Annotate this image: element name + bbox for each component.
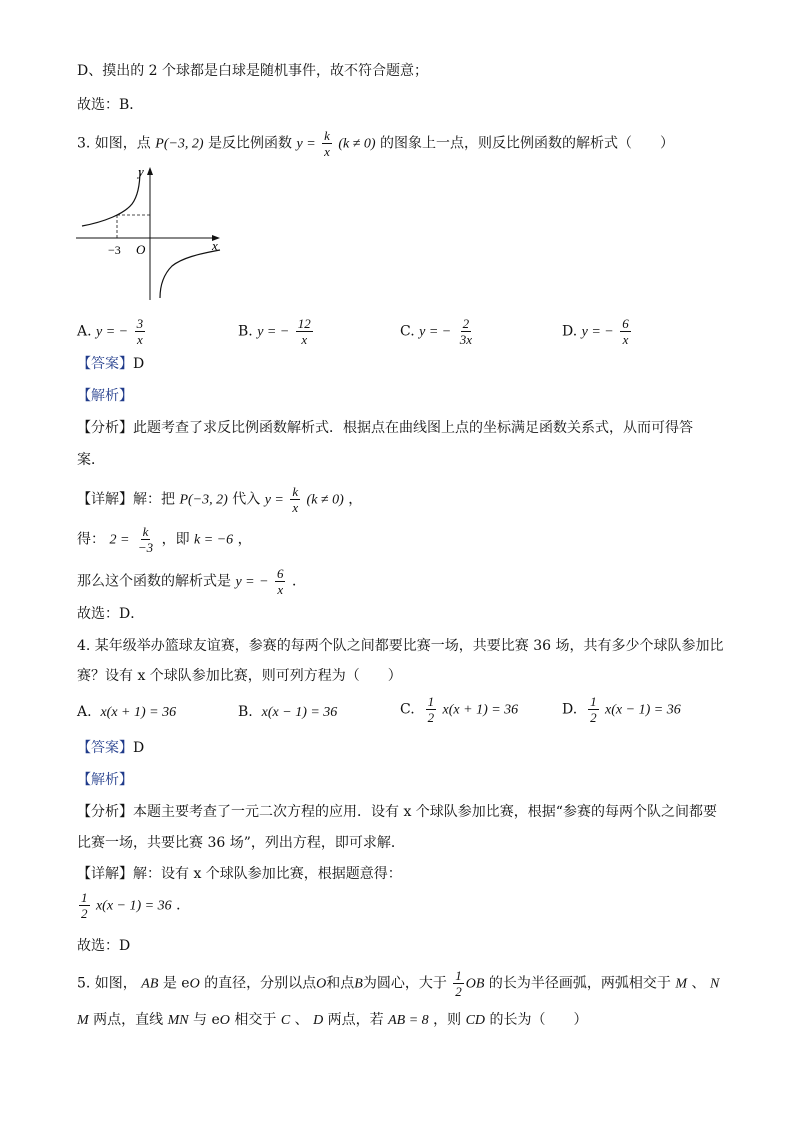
numerator: 2 xyxy=(462,316,470,331)
q5-text: 5. 如图， xyxy=(77,975,137,992)
q3-cond: (k ≠ 0) xyxy=(338,136,376,152)
option-fraction xyxy=(458,316,474,347)
option-d xyxy=(562,694,681,725)
q5-math: D xyxy=(313,1013,324,1028)
fraction-half xyxy=(79,890,90,921)
denominator: 2 xyxy=(427,710,435,725)
denominator: x xyxy=(622,332,629,347)
result-prefix: 那么这个函数的解析式是 xyxy=(77,573,231,590)
option-label: B. xyxy=(238,704,253,720)
numerator: 1 xyxy=(81,890,88,905)
question-5-line2 xyxy=(77,1010,587,1031)
option-lhs: y = − xyxy=(419,324,452,340)
denominator: x xyxy=(277,582,284,597)
fraction-k-over-x xyxy=(290,484,300,515)
detail-point: P(−3, 2) xyxy=(179,492,228,508)
q5-math: AB xyxy=(141,976,159,992)
q3-y-eq: y = xyxy=(296,136,316,152)
detail-text: 解：设有 x 个球队参加比赛，根据题意得： xyxy=(133,866,402,882)
option-d xyxy=(562,316,633,347)
q3-prefix: 3. 如图，点 xyxy=(77,135,151,152)
detail-text: ， xyxy=(348,491,363,508)
de-k: k = −6 xyxy=(194,532,234,548)
numerator: 1 xyxy=(590,694,597,709)
q5-text: 两点，若 xyxy=(327,1012,384,1028)
denominator: −3 xyxy=(137,540,154,555)
numerator: k xyxy=(142,524,149,539)
q5-text: 和点 xyxy=(326,975,355,992)
numerator: 6 xyxy=(276,566,284,581)
choose-line: 故选：D xyxy=(77,938,131,954)
q5-text: 、 xyxy=(691,975,706,992)
q5-text: 的长为半径画弧，两弧相交于 xyxy=(488,975,671,992)
q5-math: N xyxy=(709,976,720,992)
fraction-k-over-x xyxy=(322,128,332,159)
option-expr: x(x − 1) = 36 xyxy=(261,705,338,720)
option-label: C. xyxy=(400,323,415,340)
option-label: A. xyxy=(77,323,92,340)
q5-text: ，则 xyxy=(433,1012,462,1028)
denominator: x xyxy=(324,144,330,159)
de-end: ， xyxy=(237,531,252,548)
answer-value: D xyxy=(133,356,145,372)
denominator: x xyxy=(301,332,308,347)
option-lhs: y = − xyxy=(257,324,290,340)
analysis-tag: 【解析】 xyxy=(77,772,133,788)
option-fraction xyxy=(135,316,146,347)
q5-math: O xyxy=(189,976,200,992)
tick-label: −3 xyxy=(108,243,121,257)
q5-text: 的长为（ ） xyxy=(489,1012,588,1028)
fenxi-cont: 案． xyxy=(77,452,105,468)
denominator: x xyxy=(292,500,299,515)
analysis-tag: 【解析】 xyxy=(77,388,133,404)
result-end: ． xyxy=(291,573,306,590)
fenxi-tag: 【分析】 xyxy=(77,804,133,820)
option-a xyxy=(77,316,147,347)
question-4-line2: 赛？设有 x 个球队参加比赛，则可列方程为（ ） xyxy=(77,668,402,684)
answer-line xyxy=(77,354,144,374)
numerator: 12 xyxy=(297,316,311,331)
detail-text: 代入 xyxy=(232,491,261,508)
q5-text: 的直径，分别以点 xyxy=(204,975,317,992)
detail-line xyxy=(77,484,362,515)
q5-math: O xyxy=(219,1013,230,1028)
fenxi-line xyxy=(77,418,693,438)
option-a xyxy=(77,702,176,723)
option-label: D. xyxy=(562,701,578,718)
fraction-half xyxy=(453,968,464,999)
option-c xyxy=(400,316,476,347)
detail-cond: (k ≠ 0) xyxy=(306,492,344,508)
q3-point: P(−3, 2) xyxy=(155,136,204,152)
q3-suffix: 的图象上一点，则反比例函数的解析式（ ） xyxy=(380,135,675,152)
choose-line: 故选：D． xyxy=(77,606,145,622)
answer-line xyxy=(77,738,144,758)
text-line: D、摸出的 2 个球都是白球是随机事件，故不符合题意； xyxy=(77,63,429,79)
denominator: 2 xyxy=(590,710,597,725)
numerator: 1 xyxy=(427,694,435,709)
q5-math: M xyxy=(675,976,688,992)
option-expr: x(x + 1) = 36 xyxy=(442,702,519,718)
option-b xyxy=(238,316,315,347)
equation: x(x − 1) = 36 xyxy=(95,898,172,914)
denominator: 3x xyxy=(459,332,472,347)
detail-y-eq: y = xyxy=(264,492,284,508)
detail-line xyxy=(77,864,402,884)
q3-mid: 是反比例函数 xyxy=(208,135,293,152)
x-axis-label: x xyxy=(212,238,218,253)
option-label: B. xyxy=(238,323,253,340)
numerator: 3 xyxy=(136,316,144,331)
fraction-half xyxy=(588,694,599,725)
de-lhs: 2 = xyxy=(109,532,130,548)
detail-tag: 【详解】 xyxy=(77,866,133,882)
q5-math: C xyxy=(280,1013,291,1028)
question-4-line1: 4. 某年级举办篮球友谊赛，参赛的每两个队之间都要比赛一场，共要比赛 36 场，共有多少个球队参加比 xyxy=(77,638,724,654)
denominator: x xyxy=(136,332,143,347)
fenxi-text: 此题考查了求反比例函数解析式．根据点在曲线图上点的坐标满足函数关系式，从而可得答 xyxy=(133,420,693,436)
q5-math: M xyxy=(77,1013,89,1028)
fraction-6-over-x xyxy=(275,566,286,597)
q5-text: 是 e xyxy=(162,975,190,992)
numerator: 6 xyxy=(622,316,629,331)
hyperbola-graph xyxy=(74,160,224,302)
equation-end: ． xyxy=(176,897,191,914)
curve-branch-left xyxy=(82,170,140,226)
numerator: 1 xyxy=(455,968,462,983)
answer-tag: 【答案】 xyxy=(77,356,133,372)
fenxi-text: 本题主要考查了一元二次方程的应用．设有 x 个球队参加比赛，根据“参赛的每两个队之间都要 xyxy=(133,804,717,820)
fraction-k-over-neg3 xyxy=(136,524,155,555)
detail-text: 解：把 xyxy=(133,491,175,508)
curve-branch-right xyxy=(160,250,220,298)
result-y-eq: y = xyxy=(235,574,255,590)
de-line xyxy=(77,524,252,555)
result-neg: − xyxy=(259,574,269,590)
de-prefix: 得： xyxy=(77,531,105,548)
option-lhs: y = − xyxy=(96,324,129,340)
text-line: 故选：B． xyxy=(77,97,144,113)
result-line xyxy=(77,566,306,597)
fenxi-line xyxy=(77,802,717,822)
option-b xyxy=(238,702,337,723)
option-label: A. xyxy=(77,704,92,720)
q5-text: 相交于 xyxy=(234,1012,277,1028)
fenxi-tag: 【分析】 xyxy=(77,420,133,436)
q5-text: 为圆心，大于 xyxy=(362,975,447,992)
q5-text: 与 e xyxy=(193,1012,220,1028)
answer-value: D xyxy=(133,740,145,756)
q5-math: O xyxy=(316,976,327,992)
y-axis-arrow xyxy=(147,167,153,175)
numerator: k xyxy=(324,128,330,143)
q5-text: 、 xyxy=(294,1012,309,1028)
denominator: 2 xyxy=(81,906,88,921)
option-label: D. xyxy=(562,323,578,340)
option-label: C. xyxy=(400,701,415,718)
denominator: 2 xyxy=(455,984,462,999)
q5-math: MN xyxy=(167,1013,189,1028)
question-5-line1 xyxy=(77,968,719,999)
question-3 xyxy=(77,128,674,159)
q5-math: OB xyxy=(465,976,485,992)
fraction-half xyxy=(426,694,437,725)
answer-tag: 【答案】 xyxy=(77,740,133,756)
y-axis-label: y xyxy=(138,164,144,179)
option-c xyxy=(400,694,518,725)
q5-math: AB = 8 xyxy=(388,1013,429,1028)
fenxi-cont: 比赛一场，共要比赛 36 场”，列出方程，即可求解． xyxy=(77,835,405,851)
option-lhs: y = − xyxy=(581,324,614,340)
numerator: k xyxy=(292,484,299,499)
option-fraction xyxy=(620,316,631,347)
option-fraction xyxy=(296,316,313,347)
q5-text: 两点，直线 xyxy=(93,1012,164,1028)
origin-label: O xyxy=(136,242,146,257)
option-expr: x(x + 1) = 36 xyxy=(100,705,177,720)
q5-math: B xyxy=(354,976,363,992)
detail-tag: 【详解】 xyxy=(77,491,133,508)
equation-line xyxy=(77,890,190,921)
option-expr: x(x − 1) = 36 xyxy=(605,702,681,718)
de-mid: ，即 xyxy=(161,531,190,548)
q5-math: CD xyxy=(465,1013,486,1028)
